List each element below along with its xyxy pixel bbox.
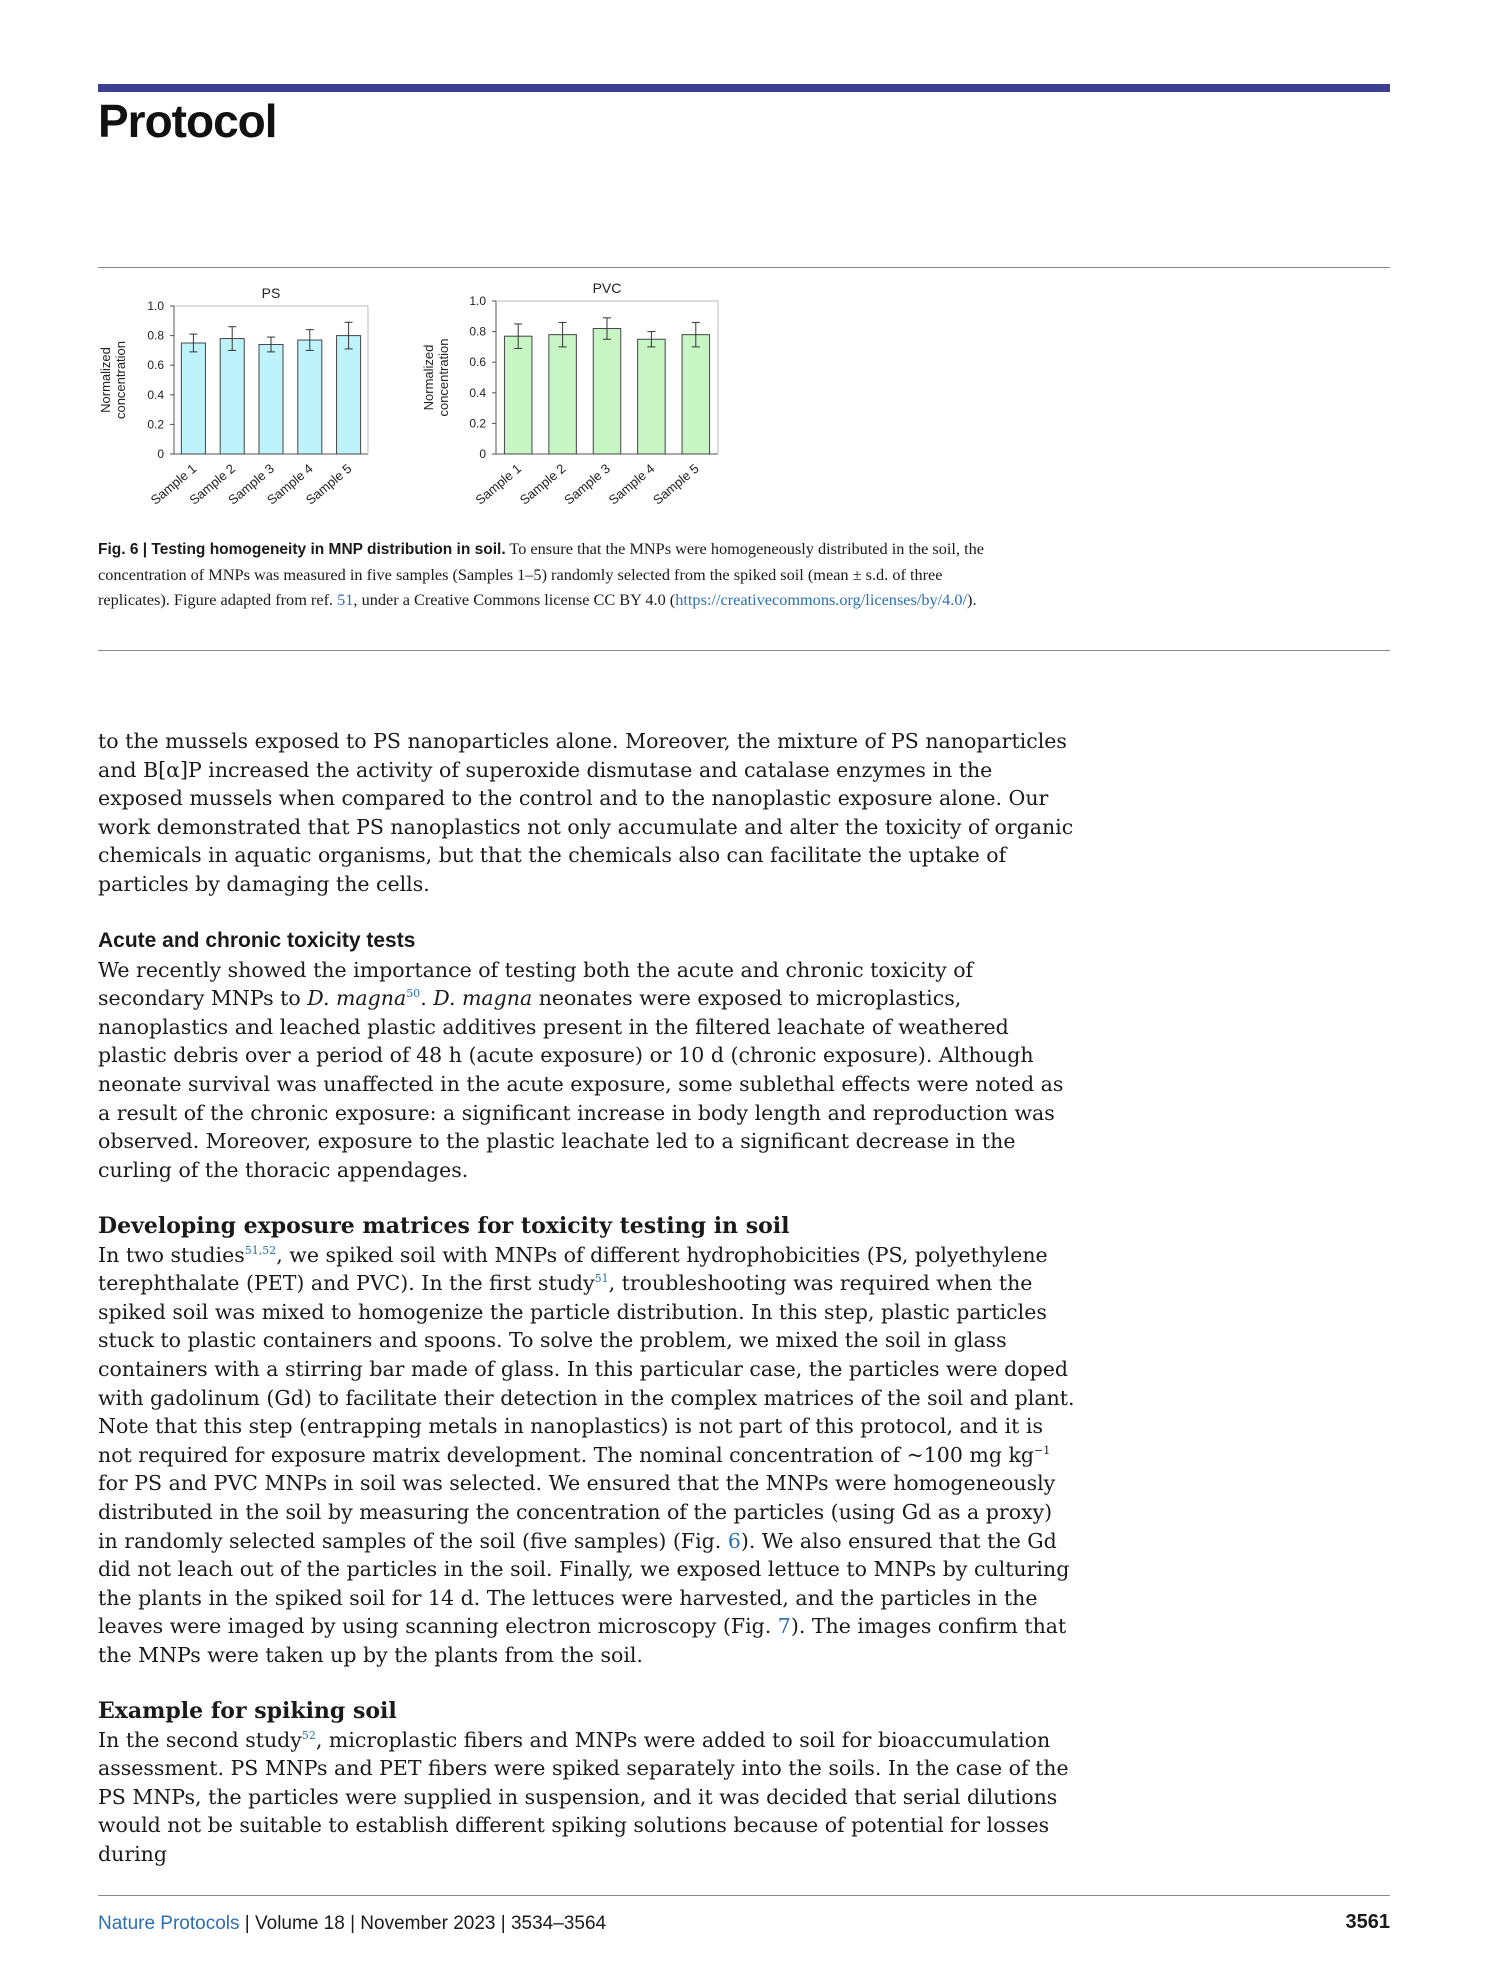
chart-ps-category-label: Sample 1	[147, 460, 200, 508]
chart-ps-ytick-label: 1.0	[147, 299, 164, 313]
chart-pvc-ytick-label: 0	[479, 447, 486, 461]
caption-label: Fig. 6 | Testing homogeneity in MNP distribution in soil.	[98, 541, 506, 558]
heading-exposure-matrices: Developing exposure matrices for toxicity testing in soil	[98, 1213, 790, 1239]
section-title: Protocol	[98, 95, 277, 147]
chart-pvc-bar	[638, 339, 666, 454]
chart-ps-title: PS	[261, 285, 281, 301]
chart-pvc-ytick-label: 0.6	[469, 355, 486, 370]
heading-acute-chronic: Acute and chronic toxicity tests	[98, 929, 416, 952]
paragraph-acute-chronic: We recently showed the importance of testing both the acute and chronic toxicity of secondary MNPs to D. magna$^{50}$. D. magna neonates were exposed to microplastics, nanoplastics and leached plastic additives present in the filtered leachate of weathered plastic debris over a period of 48 h (acute exposure) or 10 d (chronic exposure). Although neonate survival was unaffected in the acute exposure, some sublethal effects were noted as a result of the chronic exposure: a significant increase in body length and reproduction was observed. Moreover, exposure to the plastic leachate led to a significant decrease in the curling of the thoracic appendages.	[98, 957, 1064, 1182]
section-acute-chronic	[98, 927, 1078, 1184]
paragraph-spiking-soil: In the second study$^{52}$, microplastic fibers and MNPs were added to soil for bioaccumulation assessment. PS MNPs and PET fibers were spiked separately into the soils. In the case of the PS MNPs, the particles were supplied in suspension, and it was decided that serial dilutions would not be suitable to establish different spiking solutions because of potential for losses during	[98, 1727, 1069, 1866]
chart-pvc-ylabel-line1: Normalized	[421, 344, 436, 411]
license-link[interactable]: https://creativecommons.org/licenses/by/4.0/	[675, 590, 968, 609]
ref-52-link[interactable]: 52	[301, 1728, 316, 1742]
section-exposure-matrices	[98, 1212, 1078, 1670]
chart-ps-ytick-label: 0.2	[147, 417, 164, 432]
chart-ps-category-label: Sample 5	[302, 460, 355, 508]
chart-pvc-title: PVC	[592, 280, 622, 296]
chart-pvc-category-label: Sample 2	[516, 460, 569, 508]
chart-ps-bar	[337, 336, 361, 454]
chart-ps-bar	[220, 339, 244, 454]
chart-pvc-category-label: Sample 1	[472, 460, 525, 508]
chart-ps-category-label: Sample 4	[264, 460, 316, 508]
fig-6-link[interactable]: 6	[727, 1528, 741, 1553]
chart-ps-category-label: Sample 3	[225, 460, 277, 508]
ref-51-52-link[interactable]: 51,52	[244, 1243, 277, 1257]
chart-ps-bar	[298, 340, 322, 454]
figure-6	[98, 274, 798, 532]
chart-pvc-category-label: Sample 3	[561, 460, 613, 508]
footer-citation: Nature Protocols | Volume 18 | November 2023 | 3534–3564	[98, 1913, 607, 1934]
chart-pvc-bar	[504, 336, 532, 454]
figure-bottom-rule	[98, 650, 1390, 651]
ref-50-link[interactable]: 50	[406, 987, 421, 1001]
chart-pvc-bar	[549, 335, 577, 454]
figure-top-rule	[98, 267, 1390, 268]
paragraph-exposure-matrices: In two studies$^{51,52}$, we spiked soil with MNPs of different hydrophobicities (PS, polyethylene terephthalate (PET) and PVC). In the first study$^{51}$, troubleshooting was required when the spiked soil was mixed to homogenize the particle distribution. In this step, plastic particles stuck to plastic containers and spoons. To solve the problem, we mixed the soil in glass containers with a stirring bar made of glass. In this particular case, the particles were doped with gadolinum (Gd) to facilitate their detection in the complex matrices of the soil and plant. Note that this step (entrapping metals in nanoplastics) is not part of this protocol, and it is not required for exposure matrix development. The nominal concentration of ~100 mg $kg^{-1}$ for PS and PVC MNPs in soil was selected. We ensured that the MNPs were homogeneously distributed in the soil by measuring the concentration of the particles (using Gd as a proxy) in randomly selected samples of the soil (five samples) (Fig. 6). We also ensured that the Gd did not leach out of the particles in the soil. Finally, we exposed lettuce to MNPs by culturing the plants in the spiked soil for 14 d. The lettuces were harvested, and the particles in the leaves were imaged by using scanning electron microscopy (Fig. 7). The images confirm that the MNPs were taken up by the plants from the soil.	[98, 1242, 1075, 1667]
chart-ps-ytick-label: 0	[157, 447, 164, 461]
chart-pvc-ytick-label: 0.2	[469, 416, 486, 431]
chart-ps-ytick-label: 0.4	[147, 387, 164, 402]
chart-pvc-ytick-label: 0.4	[469, 385, 486, 400]
chart-pvc-category-label: Sample 4	[605, 460, 658, 508]
chart-ps-ylabel-line2: concentration	[113, 340, 128, 420]
ref-51-link[interactable]: 51	[594, 1272, 609, 1286]
journal-name-link[interactable]: Nature Protocols	[98, 1913, 240, 1934]
footer-rule	[98, 1895, 1390, 1896]
figure-caption: Fig. 6 | Testing homogeneity in MNP distribution in soil. To ensure that the MNPs were homogeneously distributed in the soil, the concentration of MNPs was measured in five samples (Samples 1–5) randomly selected from the spiked soil (mean ± s.d. of three replicates). Figure adapted from ref. 51, under a Creative Commons license CC BY 4.0 (https://creativecommons.org/licenses/by/4.0/).	[98, 539, 984, 609]
chart-ps-bar	[259, 344, 283, 454]
section-spiking-soil	[98, 1697, 1078, 1869]
chart-ps-category-label: Sample 2	[186, 460, 239, 508]
chart-pvc-ytick-label: 1.0	[469, 294, 486, 308]
heading-spiking-soil: Example for spiking soil	[98, 1698, 397, 1724]
chart-pvc-ylabel-line2: concentration	[436, 338, 451, 417]
chart-pvc-bar	[593, 329, 621, 454]
page-number: 3561	[1345, 1911, 1390, 1933]
chart-pvc-bar	[682, 335, 710, 454]
header-accent-bar	[98, 84, 1390, 92]
figure-6-charts	[98, 274, 798, 532]
chart-ps-ytick-label: 0.6	[147, 358, 164, 373]
chart-ps-ylabel-line1: Normalized	[98, 347, 113, 413]
chart-ps-ytick-label: 0.8	[147, 328, 164, 343]
paragraph-mussels: to the mussels exposed to PS nanoparticles alone. Moreover, the mixture of PS nanoparticles and B[α]P increased the activity of superoxide dismutase and catalase enzymes in the exposed mussels when compared to the control and to the nanoplastic exposure alone. Our work demonstrated that PS nanoplastics not only accumulate and alter the toxicity of organic chemicals in aquatic organisms, but that the chemicals also can facilitate the uptake of particles by damaging the cells.	[98, 729, 1074, 896]
fig-7-link[interactable]: 7	[777, 1614, 791, 1639]
chart-pvc-ytick-label: 0.8	[469, 324, 486, 339]
caption-ref-link[interactable]: 51	[337, 590, 354, 609]
chart-ps-bar	[181, 343, 205, 454]
chart-pvc-category-label: Sample 5	[650, 460, 702, 508]
